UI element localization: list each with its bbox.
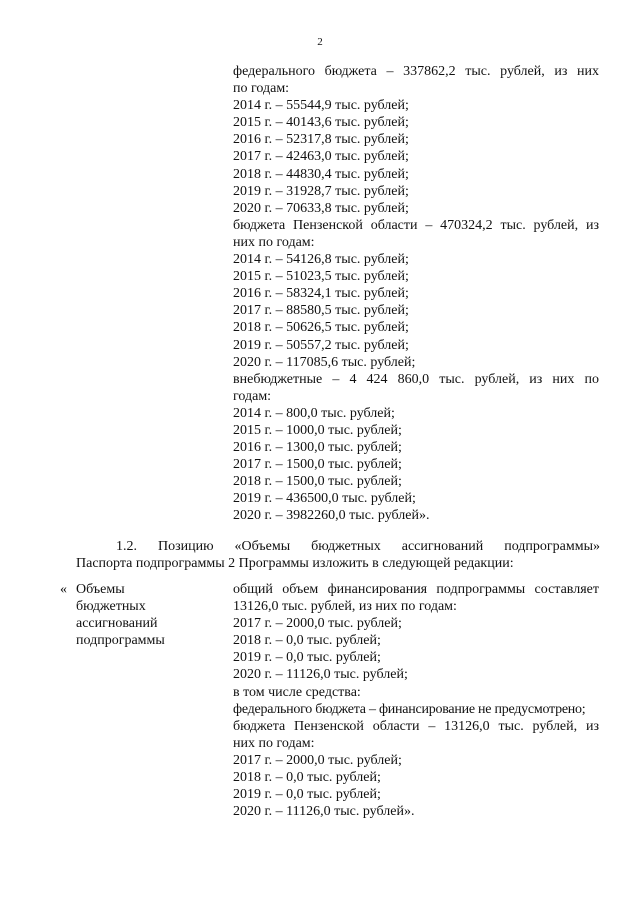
text-line: 2019 г. – 0,0 тыс. рублей;	[233, 787, 381, 803]
text-line: 2019 г. – 436500,0 тыс. рублей;	[233, 491, 416, 507]
text-line: федерального бюджета – 337862,2 тыс. рублей, из них	[233, 64, 599, 79]
text-line: 2014 г. – 55544,9 тыс. рублей;	[233, 98, 409, 114]
text-line: федерального бюджета – финансирование не предусмотрено;	[233, 701, 586, 717]
text-line: 2018 г. – 0,0 тыс. рублей;	[233, 770, 381, 786]
text-line: 2020 г. – 117085,6 тыс. рублей;	[233, 354, 416, 370]
text-line: 2015 г. – 40143,6 тыс. рублей;	[233, 115, 409, 131]
label-line: бюджетных	[76, 599, 146, 615]
text-line: 2018 г. – 44830,4 тыс. рублей;	[233, 166, 409, 182]
text-line: по годам:	[233, 81, 290, 97]
text-line: 2017 г. – 2000,0 тыс. рублей;	[233, 616, 402, 632]
text-line: 2019 г. – 31928,7 тыс. рублей;	[233, 183, 409, 199]
text-line: 2014 г. – 800,0 тыс. рублей;	[233, 405, 395, 421]
text-line: 13126,0 тыс. рублей, из них по годам:	[233, 599, 457, 615]
text-line: 2017 г. – 1500,0 тыс. рублей;	[233, 457, 402, 473]
text-line: 2018 г. – 50626,5 тыс. рублей;	[233, 320, 409, 336]
text-line: 2020 г. – 11126,0 тыс. рублей;	[233, 667, 408, 683]
text-line: бюджета Пензенской области – 13126,0 тыс. рублей, из	[233, 718, 599, 734]
opening-quote-mark: «	[60, 582, 67, 597]
funding-block-subprogram	[233, 581, 599, 820]
text-line: 2015 г. – 51023,5 тыс. рублей;	[233, 269, 409, 285]
paragraph-line: 1.2. Позицию «Объемы бюджетных ассигнований подпрограммы»	[116, 539, 600, 554]
text-line: внебюджетные – 4 424 860,0 тыс. рублей, из них по	[233, 371, 599, 387]
text-line: них по годам:	[233, 234, 315, 250]
text-line: 2017 г. – 88580,5 тыс. рублей;	[233, 303, 409, 319]
text-line: 2020 г. – 11126,0 тыс. рублей».	[233, 804, 415, 820]
amendment-paragraph	[76, 538, 600, 572]
text-line: бюджета Пензенской области – 470324,2 тыс. рублей, из	[233, 217, 599, 233]
text-line: общий объем финансирования подпрограммы составляет	[233, 582, 599, 597]
position-label	[76, 581, 216, 649]
funding-block-main	[233, 63, 599, 525]
text-line: 2019 г. – 50557,2 тыс. рублей;	[233, 337, 409, 353]
text-line: 2020 г. – 3982260,0 тыс. рублей».	[233, 508, 430, 524]
text-line: 2016 г. – 58324,1 тыс. рублей;	[233, 286, 409, 302]
text-line: в том числе средства:	[233, 684, 361, 700]
text-line: 2014 г. – 54126,8 тыс. рублей;	[233, 252, 409, 268]
text-line: 2015 г. – 1000,0 тыс. рублей;	[233, 422, 402, 438]
text-line: 2020 г. – 70633,8 тыс. рублей;	[233, 200, 409, 216]
text-line: 2018 г. – 0,0 тыс. рублей;	[233, 633, 381, 649]
text-line: 2017 г. – 2000,0 тыс. рублей;	[233, 752, 402, 768]
page-number: 2	[317, 36, 323, 48]
label-line: Объемы	[76, 582, 125, 597]
text-line: 2019 г. – 0,0 тыс. рублей;	[233, 650, 381, 666]
text-line: 2017 г. – 42463,0 тыс. рублей;	[233, 149, 409, 165]
text-line: 2016 г. – 1300,0 тыс. рублей;	[233, 440, 402, 456]
text-line: них по годам:	[233, 735, 315, 751]
paragraph-line: Паспорта подпрограммы 2 Программы изложить в следующей редакции:	[76, 556, 514, 572]
text-line: 2018 г. – 1500,0 тыс. рублей;	[233, 474, 402, 490]
label-line: ассигнований	[76, 616, 158, 632]
text-line: 2016 г. – 52317,8 тыс. рублей;	[233, 132, 409, 148]
label-line: подпрограммы	[76, 633, 165, 649]
text-line: годам:	[233, 388, 272, 404]
